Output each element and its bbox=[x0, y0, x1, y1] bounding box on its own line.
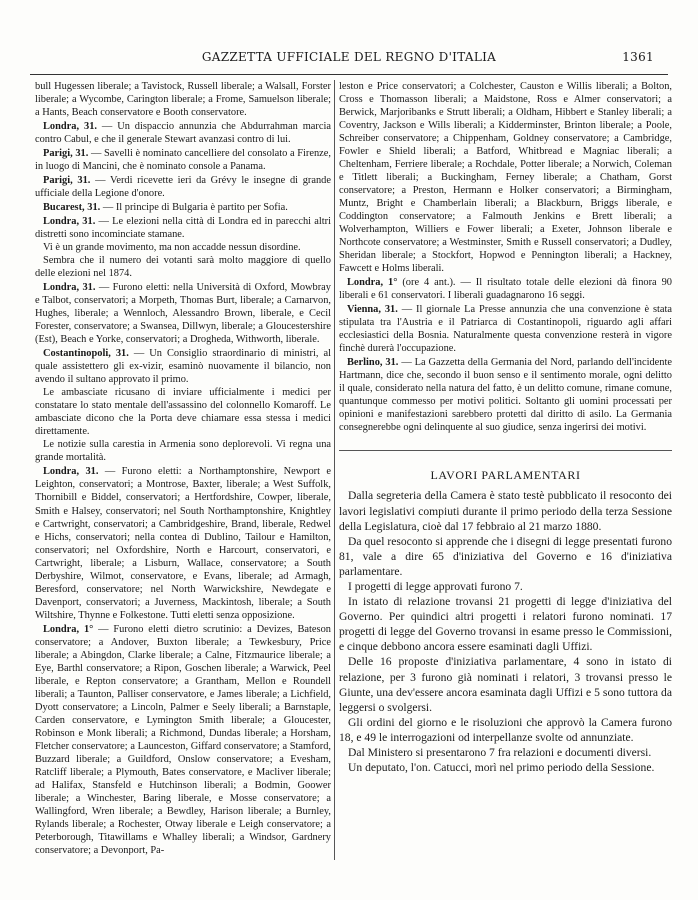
news-paragraph: Londra, 31. — Un dispaccio annunzia che Abdurrahman marcia contro Cabul, e che il generale Stewart avanzasi contro di lui. bbox=[35, 121, 331, 146]
lavori-paragraph: Da quel resoconto si apprende che i disegni di legge presentati furono 81, vale a dire 65 d'iniziativa del Governo e 16 d'iniziativa parlamentare. bbox=[339, 534, 672, 578]
news-paragraph: Bucarest, 31. — Il principe di Bulgaria è partito per Sofia. bbox=[43, 202, 288, 214]
dateline: Londra, 31. bbox=[43, 466, 99, 478]
news-paragraph: bull Hugessen liberale; a Tavistock, Russell liberale; a Walsall, Forster liberale; a Wycombe, Carington liberale; a Frome, Samuelson liberale; a Hants, Beach conservatore e Booth conservatore. bbox=[35, 81, 331, 119]
column-divider bbox=[334, 80, 335, 860]
news-paragraph: Vi è un grande movimento, ma non accadde nessun disordine. bbox=[43, 242, 301, 254]
lavori-paragraph: Gli ordini del giorno e le risoluzioni che approvò la Camera furono 18, e 49 le interrogazioni od interpellanze svolte od annunziate. bbox=[339, 715, 672, 744]
dateline: Londra, 31. bbox=[43, 216, 96, 228]
page-header bbox=[30, 50, 668, 68]
dateline: Parigi, 31. bbox=[43, 148, 89, 160]
dateline: Londra, 31. bbox=[43, 121, 97, 133]
news-paragraph: Vienna, 31. — Il giornale La Presse annunzia che una convenzione è stata stipulata tra l'Austria e il Patriarca di Costantinopoli, riguardo agli affari ecclesiastici della Bosnia. Naturalmente questa convenzione resterà in vigore finchè durerà l'occupazione. bbox=[339, 304, 672, 355]
lavori-paragraph: Dalla segreteria della Camera è stato testè pubblicato il resoconto dei lavori legislativi compiuti durante il primo periodo della terza Sessione della Legislatura, cioè dal 17 febbraio al 21 marzo 1880. bbox=[339, 489, 672, 533]
header-rule bbox=[30, 74, 668, 75]
lavori-paragraph: I progetti di legge approvati furono 7. bbox=[348, 580, 523, 593]
news-paragraph: Londra, 31. — Furono eletti: a Northamptonshire, Newport e Leighton, conservatori; a Montrose, Baxter, liberale; a West Suffolk, Thornibill e Biddel, conservatori; a Hertfordshire, Cowper, liberale, Smith e Halsey, conservatori; nel South Northamptonshire, Knightley e Cartwright, conservatori; a Cambridgeshire, Brand, liberale, Redwel e Hichs, conservatori; nella contea di Dublino, Tailour e Hamilton, conservatori; nel Oxfordshire, North e Harcourt, conservatori, e Cartwright, liberale; a Lisburn, Wallace, conservatore; a South Derbyshire, Wilmot, conservatore, e Evans, liberale; ad Armagh, Beresford, conservatore; nel North Warwickshire, Newdegate e Davenport, conservatori; a Juverness, Mackintosh, liberale; a South Wiltshire, Thynne e Folkestone. Tutti eletti senza opposizione. bbox=[35, 466, 331, 621]
lavori-paragraph: Un deputato, l'on. Catucci, morì nel primo periodo della Sessione. bbox=[348, 761, 655, 775]
lavori-paragraph: Delle 16 proposte d'iniziativa parlamentare, 4 sono in istato di relazione, per 3 furono già nominati i relatori, 3 trovansi presso le Giunte, una dev'essere ancora esaminata dagli Uffizi e 5 sono tuttora da leggersi o svolgersi. bbox=[339, 655, 672, 714]
news-paragraph: Londra, 1° — Furono eletti dietro scrutinio: a Devizes, Bateson conservatore; a Andover, Buxton liberale; a Tewkesbury, Price liberale; a Abingdon, Clarke liberale; a Calne, Fitzmaurice liberale; a Eye, Barthl conservatore; a Ripon, Goschen liberale; a Warwick, Peel liberale, e Repton conservatore; a Grantham, Mellon e Roundell liberali; a Taunton, Palliser conservatore, e James liberale; a Lichfield, Dyott conservatore; a Lincoln, Palmer e Seely liberali; a Barnstaple, Carden conservatore, e Lymington Smith liberale; a Gloucester, Robinson e Monk liberali; a Richmond, Dundas liberale; a Horsham, Fletcher conservatore; a Launceston, Giffard conservatore; a Stamford, Buzzard liberale; a Guildford, Onslow conservatore; a Evesham, Ratcliff liberale; a Plymouth, Bates conservatore, e Macliver liberale; ad Halifax, Stansfeld e Hutchinson liberali; a Bodmin, Goower liberale; a Winchester, Baring liberale, e Mosse conservatore; a Wallingford, Wren liberale; a Bewdley, Harison liberale; a Burnley, Rylands liberale; a Rochester, Otway liberale e Leigh conservatore; a Peterborough, Titawillams e Whalley liberali; a Windsor, Gardnery conservatore; a Devonport, Pa- bbox=[35, 623, 331, 855]
news-paragraph: Parigi, 31. — Savelli è nominato cancelliere del consolato a Firenze, in luogo di Mancini, che è nominato console a Panama. bbox=[35, 148, 331, 173]
gazette-title: GAZZETTA UFFICIALE DEL REGNO D'ITALIA bbox=[201, 50, 497, 64]
dateline: Bucarest, 31. bbox=[43, 202, 101, 214]
news-paragraph: Londra, 31. — Le elezioni nella città di Londra ed in parecchi altri distretti sono incominciate stamane. bbox=[35, 216, 331, 241]
right-column bbox=[339, 80, 672, 860]
news-paragraph: Le notizie sulla carestia in Armenia sono deplorevoli. Vi regna una grande mortalità. bbox=[35, 439, 331, 464]
lavori-paragraph: In istato di relazione trovansi 21 progetti di legge d'iniziativa del Governo. Per quindici altri progetti i relatori furono nominati. 17 progetti di legge del Governo trovansi in esame presso le Commissioni, e cinque debbono ancora essere esaminati dagli Uffizi. bbox=[339, 595, 672, 654]
dateline: Londra, 31. bbox=[43, 282, 96, 294]
news-paragraph: leston e Price conservatori; a Colchester, Causton e Willis liberali; a Bolton, Cross e Thomasson liberali; a Maidstone, Ross e Almer conservatori; a Berwick, Marjoribanks e Strutt liberali; a Oldham, Hibbert e Stanley liberali; a Coventry, Jackson e Wills liberali; a Kidderminster, Brinton liberale; a Poole, Schreiber conservatore; a Chippenham, Goldney conservatore; a Cambridge, Fowler e Shield liberali; a Batford, Whitbread e Magniac liberali; a Cheltenham, Ferriere liberale; a Rochdale, Potter liberale; a Norwich, Coleman e Titlett liberali; a Buckingham, Ferney liberale; a Chatham, Gorst conservatore; a Preston, Hermann e Holker conservatori; a Birmingham, Muntz, Bright e Chamberlain liberali; a Blackburn, Briggs liberale, e Coddington conservatore; a Falmouth Jenkins e Brett liberali; a Wolverhampton, Williers e Fower liberali; a Exeter, Johnson liberale e Northcote conservatore; a Westminster, Smith e Russell conservatori; a Dudley, Sheridan liberale; a Stockfort, Hopwod e Pennington liberali; a Hackney, Fawcett e Holms liberali. bbox=[339, 81, 672, 275]
dateline: Costantinopoli, 31. bbox=[43, 348, 129, 360]
dateline: Parigi, 31. bbox=[43, 175, 91, 187]
lavori-parlamentari-section bbox=[339, 469, 672, 775]
news-paragraph: Londra, 31. — Furono eletti: nella Università di Oxford, Mowbray e Talbot, conservatori; a Morpeth, Thomas Burt, liberale; a Carnarvon, Hughes, liberale; a Wennloch, Alessandro Brown, liberale, e Cecil Forester, conservatore; a Swansea, Dillwyn, liberale; a Gloucestershire (Est), Beach e Yorke, conservatori; a Drogheda, Withworth, liberale. bbox=[35, 282, 331, 346]
dateline: Londra, 1° bbox=[347, 277, 398, 289]
news-paragraph: Costantinopoli, 31. — Un Consiglio straordinario di ministri, al quale assistettero gli ex-vizir, esaminò nuovamente il bilancio, non avendo il sultano approvato il primo. bbox=[35, 348, 331, 386]
news-paragraph: Londra, 1° (ore 4 ant.). — Il risultato totale delle elezioni dà finora 90 liberali e 61 conservatori. I liberali guadagnarono 16 seggi. bbox=[339, 277, 672, 302]
dateline: Vienna, 31. bbox=[347, 304, 398, 316]
page-number: 1361 bbox=[622, 50, 654, 64]
news-paragraph: Le ambasciate ricusano di inviare ufficialmente i medici per constatare lo stato mentale dell'assassino del colonnello Komaroff. Le ambasciate dicono che la Porta deve chiamare essa stessa i medici direttamente. bbox=[35, 387, 331, 438]
section-rule bbox=[339, 450, 672, 451]
left-column bbox=[35, 80, 331, 855]
news-paragraph: Berlino, 31. — La Gazzetta della Germania del Nord, parlando dell'incidente Hartmann, dice che, secondo il buon senso e il sentimento morale, ogni delitto il quale, considerato nella natura del fatto, è un delitto comune, rimane comune, quantunque commesso per motivi politici. Soltanto gli uomini processati per opinioni e manifestazioni sarebbero protetti dal diritto di asilo. La Germania consegnerebbe ogni delinquente al suo giudice, senza ingerirsi dei motivi. bbox=[339, 357, 672, 434]
section-title: LAVORI PARLAMENTARI bbox=[430, 468, 581, 483]
lavori-paragraph: Dal Ministero si presentarono 7 fra relazioni e documenti diversi. bbox=[348, 746, 652, 760]
dateline: Berlino, 31. bbox=[347, 357, 399, 369]
dateline: Londra, 1° bbox=[43, 623, 94, 635]
news-paragraph: Parigi, 31. — Verdi ricevette ieri da Grévy le insegne di grande ufficiale della Legione d'onore. bbox=[35, 175, 331, 200]
news-paragraph: Sembra che il numero dei votanti sarà molto maggiore di quello delle elezioni nel 1874. bbox=[35, 255, 331, 280]
